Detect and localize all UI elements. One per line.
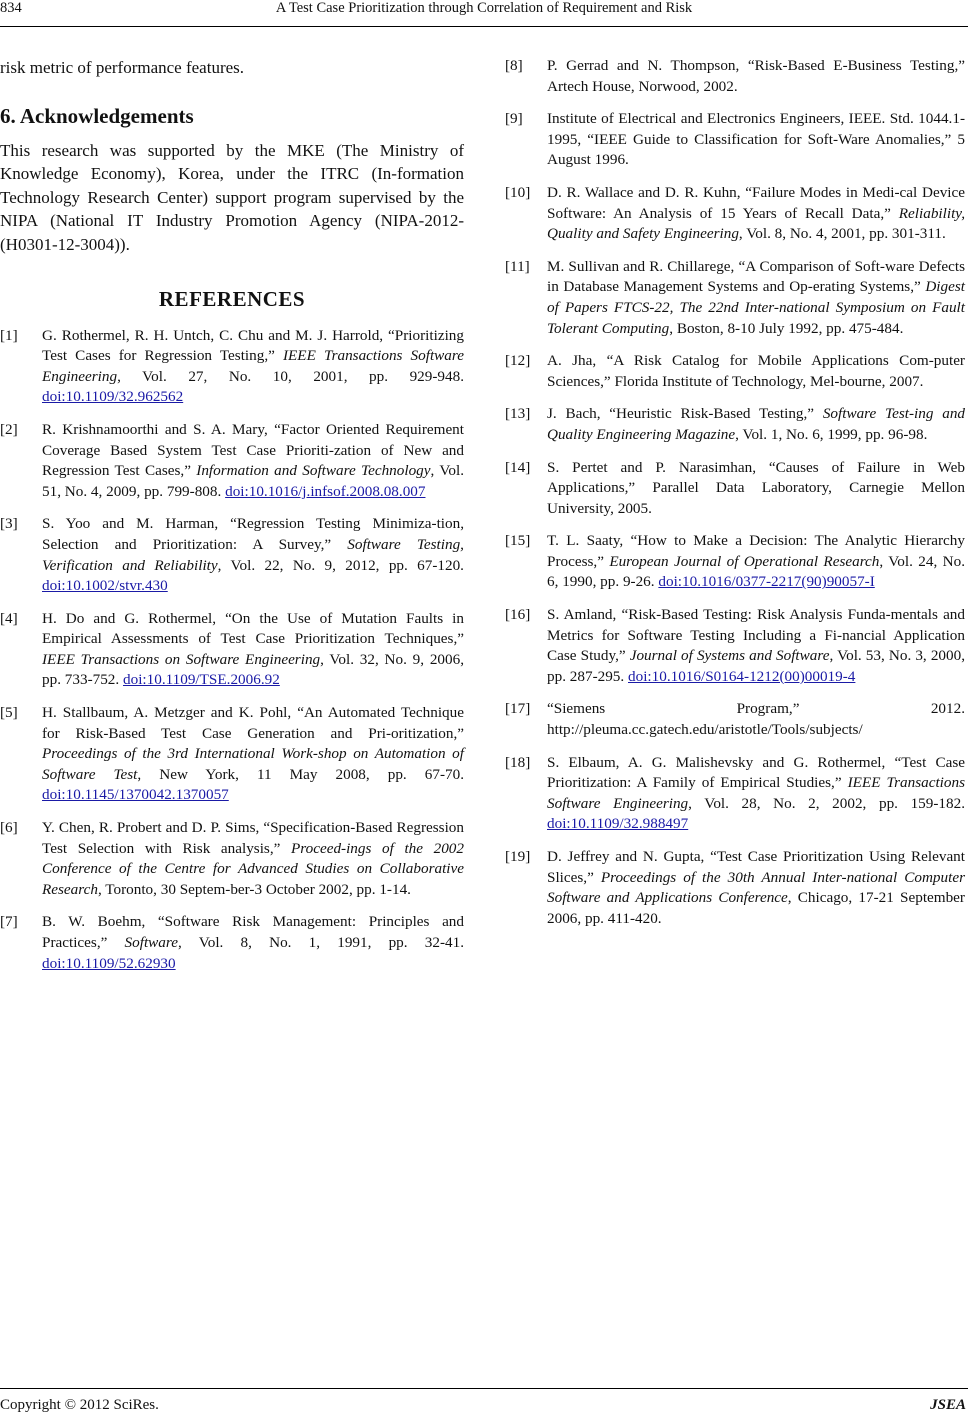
reference-details: , Vol. 22, No. 9, 2012, pp. 67-120.: [217, 556, 464, 574]
reference-text: “Siemens Program,” 2012. http://pleuma.cc.gatech.edu/aristotle/Tools/subjects/: [547, 700, 965, 739]
page-header: [0, 0, 968, 27]
references-heading: REFERENCES: [158, 286, 306, 311]
page-footer: [0, 1388, 968, 1413]
reference-number: [6]: [0, 819, 18, 837]
reference-item: [505, 257, 965, 339]
reference-venue: Software Test-ing and Quality Engineering Magazine: [547, 405, 966, 443]
reference-number: [18]: [505, 753, 531, 771]
reference-number: [13]: [505, 405, 531, 423]
reference-details: , Vol. 1, No. 6, 1999, pp. 96-98.: [735, 425, 928, 443]
reference-text: S. Elbaum, A. G. Malishevsky and G. Rothermel, “Test Case Prioritization: A Family of Empirical Studies,”: [547, 753, 965, 792]
reference-item: [505, 404, 965, 445]
reference-venue: IEEE Transactions Software Engineering: [42, 347, 464, 385]
reference-text: G. Rothermel, R. H. Untch, C. Chu and M. J. Harrold, “Prioritizing Test Cases for Regression Testing,”: [42, 326, 464, 365]
reference-text: H. Stallbaum, A. Metzger and K. Pohl, “An Automated Technique for Risk-Based Test Case Generation and Pri-oritization,”: [42, 704, 464, 742]
reference-number: [19]: [505, 848, 531, 865]
reference-item: [505, 183, 965, 245]
reference-number: [9]: [505, 110, 523, 128]
reference-details: , Toronto, 30 Septem-ber-3 October 2002, pp. 1-14.: [97, 880, 411, 898]
intro-line: risk metric of performance features.: [0, 58, 245, 77]
reference-number: [3]: [0, 515, 18, 533]
reference-details: , Boston, 8-10 July 1992, pp. 475-484.: [669, 319, 904, 337]
reference-number: [1]: [0, 326, 18, 344]
reference-item: [0, 703, 464, 806]
reference-venue: Digest of Papers FTCS-22, The 22nd Inter-national Symposium on Fault Tolerant Computing: [547, 278, 965, 337]
page-number: 834: [0, 0, 22, 16]
running-title: A Test Case Prioritization through Correlation of Requirement and Risk: [275, 0, 693, 16]
reference-venue: Software: [124, 934, 178, 951]
reference-text: D. Jeffrey and N. Gupta, “Test Case Prioritization Using Relevant Slices,”: [547, 848, 965, 886]
reference-item: [0, 420, 464, 502]
reference-details: , New York, 11 May 2008, pp. 67-70.: [137, 765, 464, 783]
reference-venue: Proceed-ings of the 2002 Conference of the Centre for Advanced Studies on Collaborative Research: [42, 839, 464, 898]
reference-item: [0, 912, 464, 974]
reference-item: [505, 56, 965, 97]
reference-venue: IEEE Transactions on Software Engineering: [42, 650, 321, 668]
reference-text: S. Yoo and M. Harman, “Regression Testing Minimiza-tion, Selection and Prioritization: A Survey,”: [42, 515, 464, 553]
reference-text: M. Sullivan and R. Chillarege, “A Comparison of Soft-ware Defects in Database Management Systems and Op-erating Systems,”: [547, 257, 965, 296]
reference-text: A. Jha, “A Risk Catalog for Mobile Applications Com-puter Sciences,” Florida Institute of Technology, Mel-bourne, 2007.: [547, 352, 965, 390]
reference-details: , Vol. 8, No. 4, 2001, pp. 301-311.: [738, 225, 946, 243]
reference-text: D. R. Wallace and D. R. Kuhn, “Failure Modes in Medi-cal Device Software: An Analysis of 15 Years of Recall Data,”: [547, 183, 965, 222]
reference-item: [505, 458, 965, 520]
reference-item: [0, 609, 464, 691]
reference-details: , Vol. 28, No. 2, 2002, pp. 159-182.: [688, 794, 966, 812]
journal-abbreviation: JSEA: [930, 1397, 966, 1413]
reference-item: [505, 109, 965, 171]
reference-number: [2]: [0, 420, 18, 438]
doi-link[interactable]: doi:10.1109/TSE.2006.92: [123, 671, 280, 689]
doi-link[interactable]: doi:10.1145/1370042.1370057: [42, 786, 229, 804]
references-list-left: [0, 326, 464, 975]
reference-venue: Information and Software Technology: [196, 462, 431, 480]
reference-item: [505, 699, 965, 740]
reference-venue: Proceedings of the 3rd International Work-shop on Automation of Software Test: [42, 745, 464, 783]
reference-venue: Reliability, Quality and Safety Engineering: [547, 204, 965, 243]
doi-link[interactable]: doi:10.1016/0377-2217(90)90057-I: [658, 573, 875, 591]
reference-details: , Vol. 32, No. 9, 2006, pp. 733-752.: [42, 650, 464, 689]
reference-text: S. Pertet and P. Narasimhan, “Causes of Failure in Web Applications,” Parallel Data Laboratory, Carnegie Mellon University, 2005.: [547, 458, 965, 517]
reference-details: , Vol. 51, No. 4, 2009, pp. 799-808.: [42, 462, 464, 500]
acknowledgements-text: This research was supported by the MKE (The Ministry of Knowledge Economy), Korea, under the ITRC (In-formation Technology Research Center) support program supervised by the NIPA (National IT Industry Promotion Agency (NIPA-2012-(H0301-12-3004)).: [0, 140, 464, 254]
doi-link[interactable]: doi:10.1109/52.62930: [42, 954, 176, 972]
doi-link[interactable]: doi:10.1109/32.988497: [547, 815, 689, 833]
reference-details: , Chicago, 17-21 September 2006, pp. 411-420.: [547, 889, 965, 927]
left-column: [0, 56, 464, 986]
reference-item: [505, 531, 965, 593]
reference-text: R. Krishnamoorthi and S. A. Mary, “Factor Oriented Requirement Coverage Based System Test Case Prioriti-zation of New and Regression Test Cases,”: [42, 420, 464, 480]
copyright-notice: Copyright © 2012 SciRes.: [0, 1397, 159, 1413]
reference-venue: European Journal of Operational Research: [609, 552, 880, 570]
reference-number: [10]: [505, 183, 531, 201]
reference-venue: Journal of Systems and Software: [629, 647, 830, 665]
reference-details: , Vol. 8, No. 1, 1991, pp. 32-41.: [178, 934, 464, 951]
reference-item: [505, 847, 965, 929]
reference-number: [15]: [505, 532, 531, 550]
reference-number: [8]: [505, 57, 523, 74]
reference-details: , Vol. 24, No. 6, 1990, pp. 9-26.: [547, 552, 965, 591]
reference-text: T. L. Saaty, “How to Make a Decision: The Analytic Hierarchy Process,”: [547, 532, 965, 570]
reference-number: [5]: [0, 704, 18, 722]
reference-number: [7]: [0, 913, 18, 931]
reference-text: P. Gerrad and N. Thompson, “Risk-Based E-Business Testing,” Artech House, Norwood, 2002.: [547, 57, 965, 95]
reference-number: [12]: [505, 352, 531, 370]
reference-number: [16]: [505, 606, 531, 624]
reference-venue: Proceedings of the 30th Annual Inter-national Computer Software and Applications Conference: [547, 868, 965, 907]
right-column: [505, 56, 965, 941]
reference-number: [4]: [0, 609, 18, 627]
reference-item: [0, 326, 464, 408]
reference-text: B. W. Boehm, “Software Risk Management: Principles and Practices,”: [42, 913, 464, 951]
reference-text: S. Amland, “Risk-Based Testing: Risk Analysis Funda-mentals and Metrics for Software Testing Including a Fi-nancial Application Case Study,”: [547, 606, 965, 665]
reference-text: Institute of Electrical and Electronics Engineers, IEEE. Std. 1044.1-1995, “IEEE Guide to Classification for Soft-Ware Anomalies,” 5 August 1996.: [547, 110, 965, 169]
acknowledgements-heading: 6. Acknowledgements: [0, 103, 194, 128]
reference-item: [0, 514, 464, 596]
references-list-right: [505, 56, 965, 929]
reference-item: [505, 351, 965, 392]
reference-number: [14]: [505, 458, 531, 476]
doi-link[interactable]: doi:10.1109/32.962562: [42, 388, 184, 406]
reference-item: [0, 818, 464, 900]
reference-number: [11]: [505, 257, 530, 275]
reference-venue: Software Testing, Verification and Reliability: [42, 535, 464, 574]
doi-link[interactable]: doi:10.1016/j.infsof.2008.08.007: [225, 482, 426, 500]
reference-details: , Vol. 27, No. 10, 2001, pp. 929-948.: [117, 367, 464, 385]
reference-item: [505, 753, 965, 835]
reference-number: [17]: [505, 700, 531, 718]
reference-text: Y. Chen, R. Probert and D. P. Sims, “Specification-Based Regression Test Selection with Risk analysis,”: [42, 819, 464, 857]
reference-venue: IEEE Transactions Software Engineering: [547, 774, 965, 812]
reference-text: H. Do and G. Rothermel, “On the Use of Mutation Faults in Empirical Assessments of Test Case Prioritization Techniques,”: [42, 609, 464, 648]
reference-details: , Vol. 53, No. 3, 2000, pp. 287-295.: [547, 647, 965, 685]
doi-link[interactable]: doi:10.1016/S0164-1212(00)00019-4: [628, 667, 856, 685]
reference-item: [505, 605, 965, 687]
reference-text: J. Bach, “Heuristic Risk-Based Testing,”: [547, 405, 823, 423]
doi-link[interactable]: doi:10.1002/stvr.430: [42, 577, 168, 595]
